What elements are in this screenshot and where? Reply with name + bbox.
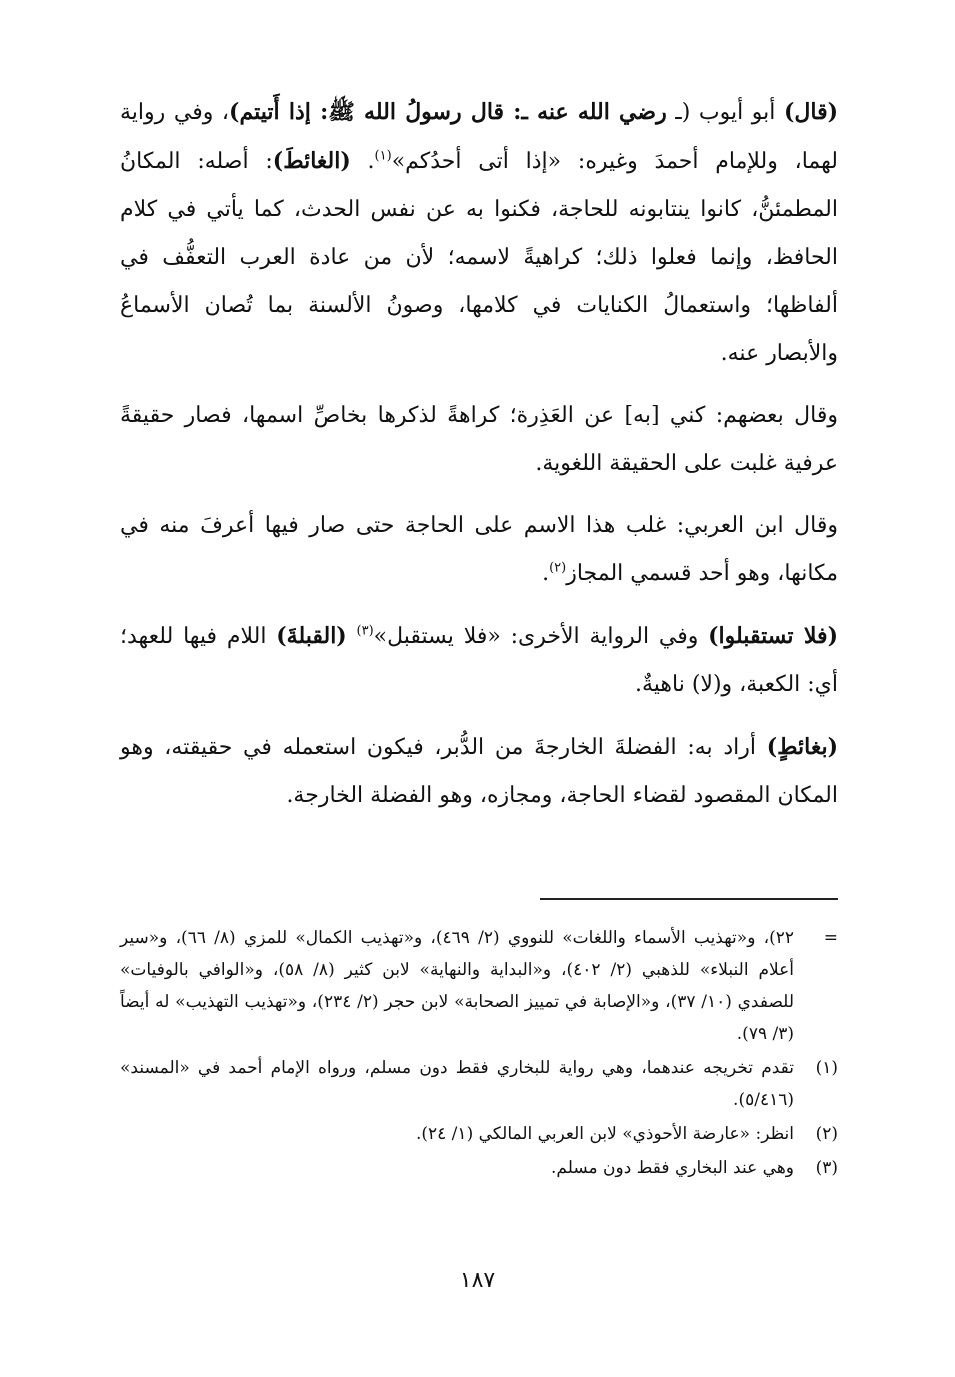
text-run: . [542,561,550,586]
bold-phrase: (الغائطَ) [272,148,351,174]
bold-phrase: رضي الله عنه ـ: قال رسولُ الله ﷺ: إذا أَتيتم) [229,99,667,125]
footnote-3 [120,1152,838,1184]
footnote-number: (٢) [815,1124,838,1144]
paragraph-5 [120,723,838,820]
text-run: أراد به: الفضلةَ الخارجةَ من الدُّبر، فيكون استعمله في حقيقته، وهو المكان المقصود لقضاء الحاجة، ومجازه، وهو الفضلة الخارجة. [120,735,838,808]
footnote-text: وهي عند البخاري فقط دون مسلم. [550,1158,794,1178]
footnote-number: (٣) [815,1158,838,1178]
footnote-text: تقدم تخريجه عندهما، وهي رواية للبخاري فقط دون مسلم، ورواه الإمام أحمد في «المسند» (٥/٤١٦). [120,1058,794,1110]
footnote-continuation [120,922,838,1050]
bold-phrase: (بغائطٍ) [766,734,838,760]
footnote-number: (١) [815,1058,838,1078]
paragraph-1 [120,88,838,378]
text-run: وقال ابن العربي: غلب هذا الاسم على الحاجة حتى صار فيها أعرفَ منه في مكانها، وهو أحد قسمي المجاز [120,513,838,586]
text-run: وقال بعضهم: كني [به] عن العَذِرة؛ كراهةً لذكرها بخاصِّ اسمها، فصار حقيقةً عرفية غلبت على الحقيقة اللغوية. [120,403,838,476]
text-run: . [350,149,375,174]
text-run: أبو أيوب (ـ [666,100,784,125]
footnote-text: ٢٢)، و«تهذيب الأسماء واللغات» للنووي (٢/ ٤٦٩)، و«تهذيب الكمال» للمزي (٨/ ٦٦)، و«سير أعلام النبلاء» للذهبي (٢/ ٤٠٢)، و«البداية والنهاية» لابن كثير (٨/ ٥٨)، و«الوافي بالوفيات» للصفدي (١٠/ ٣٧)، و«الإصابة في تمييز الصحابة» لابن حجر (٢/ ٢٣٤)، و«تهذيب التهذيب» له أيضاً (٣/ ٧٩). [120,928,795,1044]
text-run: وفي الرواية الأخرى: «فلا يستقبل» [373,624,709,649]
footnote-separator [540,898,838,900]
footnote-ref-2[interactable]: (٢) [549,560,567,576]
text-run: : أصله: المكانُ المطمئنُّ، كانوا ينتابونه للحاجة، فكنوا به عن نفس الحدث، كما يأتي في كلام الحافظ، وإنما فعلوا ذلك؛ كراهيةً لاسمه؛ لأن من عادة العرب التعفُّف في ألفاظها؛ واستعمالُ الكنايات في كلامها، وصونُ الألسنة بما تُصان الأسماعُ والأبصار عنه. [120,149,838,366]
footnote-text: انظر: «عارضة الأحوذي» لابن العربي المالكي (١/ ٢٤). [415,1124,794,1144]
bold-phrase: (قال) [783,99,838,125]
page-number: ١٨٧ [459,1268,496,1293]
footnote-number: = [823,928,838,948]
text-run [347,624,357,649]
paragraph-4 [120,612,838,709]
bold-phrase: (القبلةَ) [276,623,347,649]
footnote-ref-1[interactable]: (١) [374,148,392,164]
paragraph-2 [120,392,838,488]
bold-phrase: (فلا تستقبلوا) [708,623,838,649]
footnote-ref-3[interactable]: (٣) [356,623,374,639]
main-text [120,88,838,834]
text-run: اللام فيها للعهد؛ أي: الكعبة، و(لا) ناهيةٌ. [120,624,838,697]
paragraph-3 [120,502,838,598]
footnote-2 [120,1118,838,1150]
text-run: ، وفي رواية لهما، وللإمام أحمدَ وغيره: «إذا أتى أحدُكم» [120,100,838,174]
footnote-1 [120,1052,838,1116]
footnotes [120,922,838,1186]
